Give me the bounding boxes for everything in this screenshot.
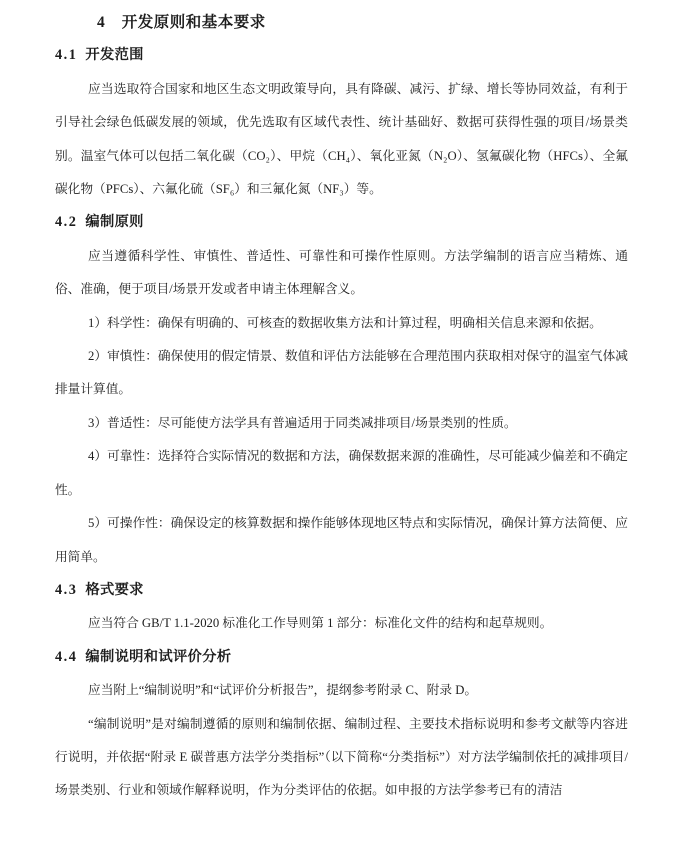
section-heading-4-4 — [55, 641, 628, 674]
section-title: 格式要求 — [85, 581, 144, 598]
chapter-title: 开发原则和基本要求 — [121, 14, 266, 31]
section-number: 4.2 — [55, 214, 78, 231]
paragraph-principle-3: 3）普适性：尽可能使方法学具有普遍适用于同类减排项目/场景类别的性质。 — [88, 415, 517, 430]
paragraph-explanation: “编制说明”是对编制遵循的原则和编制依据、编制过程、主要技术指标说明和参考文献等内容进行说明，并依据“附录 E 碳普惠方法学分类指标”（以下简称“分类指标”）对方法学编制依托的减排项目/场景类别、行业和领域作解释说明，作为分类评估的依据。如申报的方法学参考已有的清洁 — [55, 716, 628, 798]
section-title: 编制原则 — [85, 214, 144, 231]
section-title: 开发范围 — [85, 47, 144, 64]
paragraph-principle-4: 4）可靠性：选择符合实际情况的数据和方法，确保数据来源的准确性，尽可能减少偏差和不确定性。 — [55, 449, 628, 497]
section-heading-4-3 — [55, 574, 628, 607]
paragraph-principles-intro: 应当遵循科学性、审慎性、普适性、可靠性和可操作性原则。方法学编制的语言应当精炼、通俗、准确，便于项目/场景开发或者申请主体理解含义。 — [55, 248, 628, 297]
chapter-heading — [55, 6, 628, 39]
section-number: 4.3 — [55, 581, 78, 598]
section-title: 编制说明和试评价分析 — [85, 648, 232, 665]
section-number: 4.1 — [55, 47, 78, 64]
paragraph-principle-1: 1）科学性：确保有明确的、可核查的数据收集方法和计算过程，明确相关信息来源和依据。 — [88, 315, 602, 330]
chapter-number: 4 — [97, 14, 105, 31]
paragraph-principle-2: 2）审慎性：确保使用的假定情景、数值和评估方法能够在合理范围内获取相对保守的温室气体减排量计算值。 — [55, 349, 628, 397]
section-heading-4-2 — [55, 206, 628, 239]
paragraph-principle-5: 5）可操作性：确保设定的核算数据和操作能够体现地区特点和实际情况，确保计算方法简便、应用简单。 — [55, 516, 628, 564]
section-number: 4.4 — [55, 648, 78, 665]
paragraph-format: 应当符合 GB/T 1.1-2020 标准化工作导则第 1 部分：标准化文件的结构和起草规则。 — [88, 616, 553, 631]
paragraph-attachments: 应当附上“编制说明”和“试评价分析报告”，提纲参考附录 C、附录 D。 — [88, 683, 478, 698]
section-heading-4-1 — [55, 39, 628, 72]
paragraph-scope: 应当选取符合国家和地区生态文明政策导向，具有降碳、减污、扩绿、增长等协同效益，有利于引导社会绿色低碳发展的领域，优先选取有区域代表性、统计基础好、数据可获得性强的项目/场景类别。温室气体可以包括二氧化碳（CO₂）、甲烷（CH₄）、氧化亚氮（N₂O）、氢氟碳化物（HFCs）、全氟碳化物（PFCs）、六氟化硫（SF₆）和三氟化氮（NF₃）等。 — [55, 81, 628, 197]
